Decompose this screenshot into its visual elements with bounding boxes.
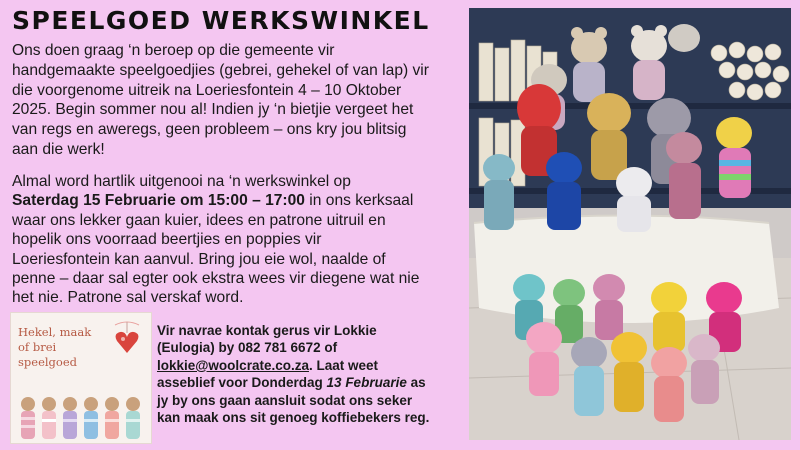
invite-line: het nie. Patrone sal verskaf word. — [12, 289, 244, 307]
card-title — [18, 325, 108, 370]
deadline-prefix: asseblief voor Donderdag — [157, 375, 327, 391]
email-link[interactable]: lokkie@woolcrate.co.za — [157, 357, 309, 373]
heart-yarn-icon — [111, 319, 143, 357]
intro-paragraph — [12, 41, 457, 160]
knitted-toys-illustration — [469, 8, 791, 440]
deadline-date: 13 Februarie — [326, 375, 407, 391]
contact-line: kan maak ons sit genoeg koffiebekers reg. — [157, 410, 430, 426]
invite-when-line — [12, 191, 457, 210]
invite-paragraph — [12, 172, 457, 308]
intro-line: aan die werk! — [12, 140, 105, 158]
deadline-suffix: as — [406, 375, 426, 391]
page-title: SPEELGOED WERKSWINKEL — [12, 6, 430, 35]
intro-line: handgemaakte speelgoedjies (gebrei, gehekel of van lap) vir — [12, 61, 429, 79]
card-title-line: Hekel, maak — [18, 325, 92, 339]
intro-line: Ons doen graag ‘n beroep op die gemeente vir — [12, 42, 335, 59]
intro-line: 2025. Begin sommer nou al! Indien jy ‘n bietjie vergeet het — [12, 101, 414, 119]
contact-line: jy by ons gaan aansluit sodat ons seker — [157, 392, 413, 408]
invite-line: hopelik ons voorraad beertjies en poppies vir — [12, 231, 322, 249]
contact-after-email: . Laat weet — [308, 357, 378, 373]
event-datetime: Saterdag 15 Februarie om 15:00 – 17:00 — [12, 192, 305, 210]
intro-line: die voorgenome uitreik na Loeriesfontein 4 – 10 Oktober — [12, 81, 402, 99]
invite-line: Almal word hartlik uitgenooi na ‘n werkswinkel op — [12, 173, 351, 190]
invite-line: waar ons lekker gaan kuier, idees en patrone uitruil en — [12, 211, 386, 229]
contact-line: Vir navrae kontak gerus vir Lokkie — [157, 323, 377, 338]
intro-line: van regs en aweregs, geen probleem – ons kry jou blitsig — [12, 121, 407, 139]
knitted-bears-illustration — [17, 395, 147, 441]
contact-paragraph — [157, 322, 457, 426]
contact-email-line — [157, 357, 457, 374]
card-title-line: speelgoed — [18, 355, 78, 369]
invite-line: penne – daar sal egter ook ekstra wees vir diegene wat nie — [12, 270, 420, 288]
card-title-line: of brei — [18, 340, 57, 354]
knitted-toys-photo — [469, 8, 791, 440]
crochet-card-image — [10, 312, 152, 444]
contact-line: (Eulogia) by 082 781 6672 of — [157, 340, 338, 356]
invite-when-rest: in ons kerksaal — [304, 192, 414, 210]
invite-line: Loeriesfontein kan aanvul. Bring jou eie wol, naalde of — [12, 250, 386, 268]
contact-deadline-line — [157, 374, 457, 391]
